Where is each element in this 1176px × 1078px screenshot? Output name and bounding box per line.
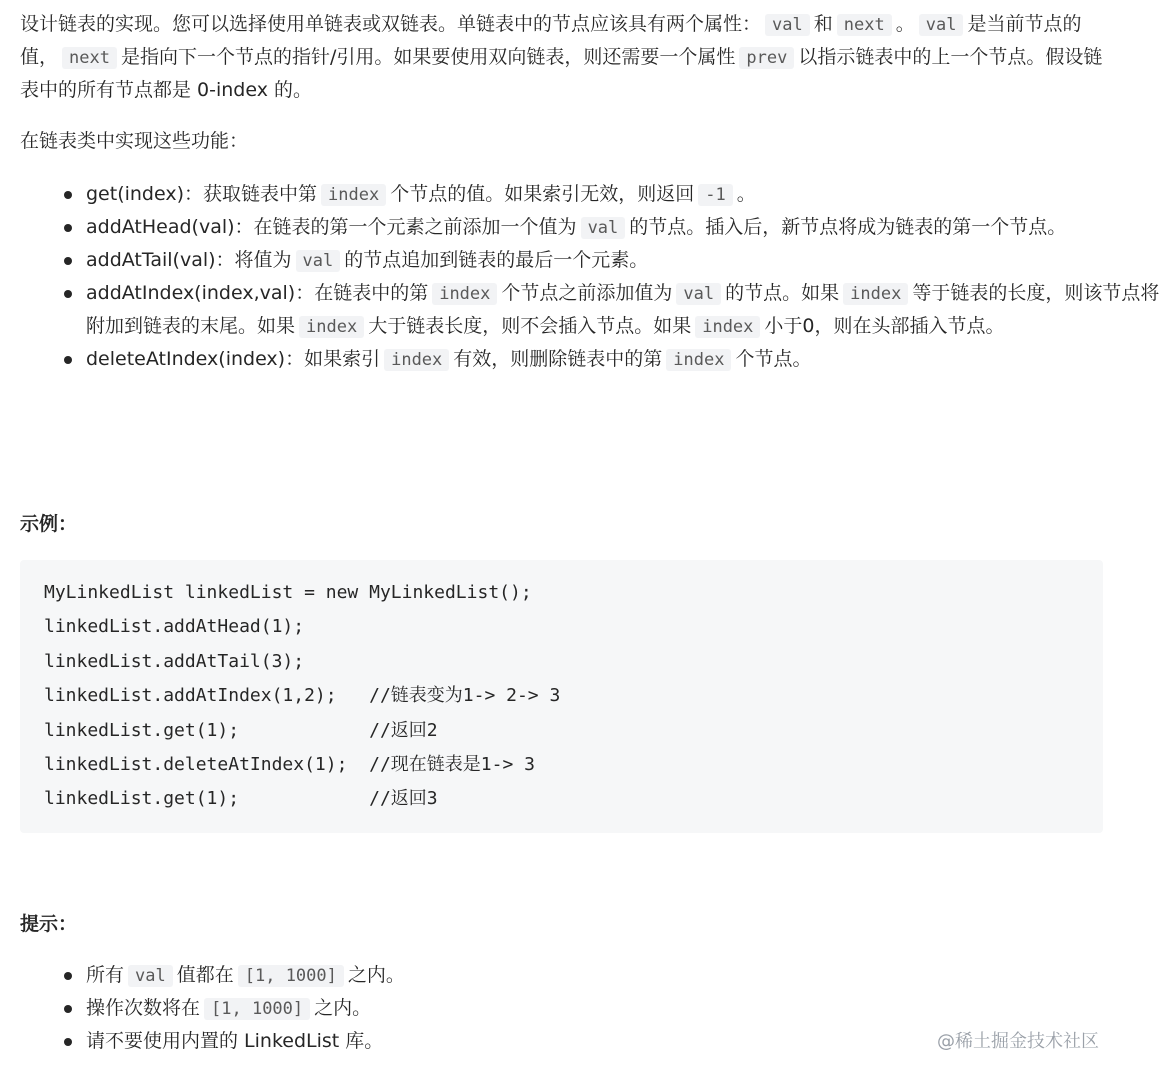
inline-code: next bbox=[837, 14, 892, 36]
example-heading: 示例： bbox=[20, 513, 78, 535]
intro-text: 是指向下一个节点的指针/引用。如果要使用双向链表，则还需要一个属性 bbox=[120, 46, 736, 68]
code-line: linkedList.get(1); //返回3 bbox=[44, 788, 438, 810]
list-item-addAtTail bbox=[86, 244, 1176, 277]
list-item-addAtHead bbox=[86, 211, 1176, 244]
code-line: linkedList.deleteAtIndex(1); //现在链表是1-> 3 bbox=[44, 753, 535, 775]
inline-code: prev bbox=[739, 47, 794, 69]
inline-code: index bbox=[299, 316, 364, 338]
item-text: 的节点追加到链表的最后一个元素。 bbox=[344, 249, 649, 271]
list-item-deleteAtIndex bbox=[86, 343, 1176, 376]
item-text: 的节点。插入后，新节点将成为链表的第一个节点。 bbox=[629, 216, 1067, 238]
item-text: 小于0，则在头部插入节点。 bbox=[764, 315, 1005, 337]
item-text: 所有 bbox=[86, 964, 125, 986]
inline-code: index bbox=[695, 316, 760, 338]
intro-paragraph bbox=[20, 8, 1110, 106]
inline-code: index bbox=[843, 283, 908, 305]
item-text: 个节点。 bbox=[735, 348, 812, 370]
functions-list bbox=[20, 178, 1176, 376]
item-text: 请不要使用内置的 LinkedList 库。 bbox=[86, 1030, 384, 1052]
inline-code: val bbox=[676, 283, 721, 305]
item-text: 操作次数将在 bbox=[86, 997, 201, 1019]
code-line: MyLinkedList linkedList = new MyLinkedList(); bbox=[44, 582, 532, 603]
item-text: get(index)：获取链表中第 bbox=[86, 183, 318, 205]
inline-code: -1 bbox=[698, 184, 732, 206]
item-text: 值都在 bbox=[176, 964, 234, 986]
inline-code: [1, 1000] bbox=[204, 998, 310, 1020]
list-item-addAtIndex bbox=[86, 277, 1176, 343]
functions-intro: 在链表类中实现这些功能： bbox=[20, 130, 249, 152]
code-line: linkedList.addAtHead(1); bbox=[44, 616, 305, 638]
inline-code: index bbox=[384, 349, 449, 371]
inline-code: next bbox=[62, 47, 117, 69]
inline-code: val bbox=[765, 14, 810, 36]
item-text: 。 bbox=[736, 183, 756, 205]
inline-code: val bbox=[581, 217, 626, 239]
item-text: 个节点之前添加值为 bbox=[501, 282, 673, 304]
intro-text: 和 bbox=[813, 13, 833, 35]
inline-code: index bbox=[666, 349, 731, 371]
item-text: 有效，则删除链表中的第 bbox=[453, 348, 663, 370]
intro-text: 是当前节点的值， bbox=[20, 13, 1082, 68]
hint-item bbox=[86, 992, 1176, 1025]
inline-code: index bbox=[321, 184, 386, 206]
inline-code: val bbox=[296, 250, 341, 272]
example-code-block bbox=[20, 560, 1103, 833]
item-text: 大于链表长度，则不会插入节点。如果 bbox=[368, 315, 692, 337]
item-text: addAtIndex(index,val)：在链表中的第 bbox=[86, 282, 429, 304]
code-line: linkedList.addAtTail(3); bbox=[44, 650, 305, 672]
inline-code: val bbox=[919, 14, 964, 36]
item-text: 等于链表的长度，则该节点将附加到链表的末尾。如果 bbox=[86, 282, 1160, 337]
intro-text: 以指示链表中的上一个节点。假设链表中的所有节点都是 0-index 的。 bbox=[20, 46, 1103, 101]
list-item-get bbox=[86, 178, 1176, 211]
watermark: @稀土掘金技术社区 bbox=[937, 1031, 1099, 1052]
item-text: 之内。 bbox=[314, 997, 372, 1019]
intro-text: 。 bbox=[895, 13, 915, 35]
item-text: deleteAtIndex(index)：如果索引 bbox=[86, 348, 381, 370]
hints-heading: 提示： bbox=[20, 913, 78, 935]
item-text: 的节点。如果 bbox=[725, 282, 840, 304]
inline-code: [1, 1000] bbox=[238, 965, 344, 987]
code-line: linkedList.addAtIndex(1,2); //链表变为1-> 2-> 3 bbox=[44, 685, 561, 707]
inline-code: index bbox=[432, 283, 497, 305]
item-text: addAtHead(val)：在链表的第一个元素之前添加一个值为 bbox=[86, 216, 577, 238]
item-text: 个节点的值。如果索引无效，则返回 bbox=[390, 183, 695, 205]
item-text: 之内。 bbox=[347, 964, 405, 986]
item-text: addAtTail(val)：将值为 bbox=[86, 249, 292, 271]
hint-item bbox=[86, 959, 1176, 992]
inline-code: val bbox=[128, 965, 173, 987]
code-line: linkedList.get(1); //返回2 bbox=[44, 719, 438, 741]
intro-text: 设计链表的实现。您可以选择使用单链表或双链表。单链表中的节点应该具有两个属性： bbox=[20, 13, 762, 35]
